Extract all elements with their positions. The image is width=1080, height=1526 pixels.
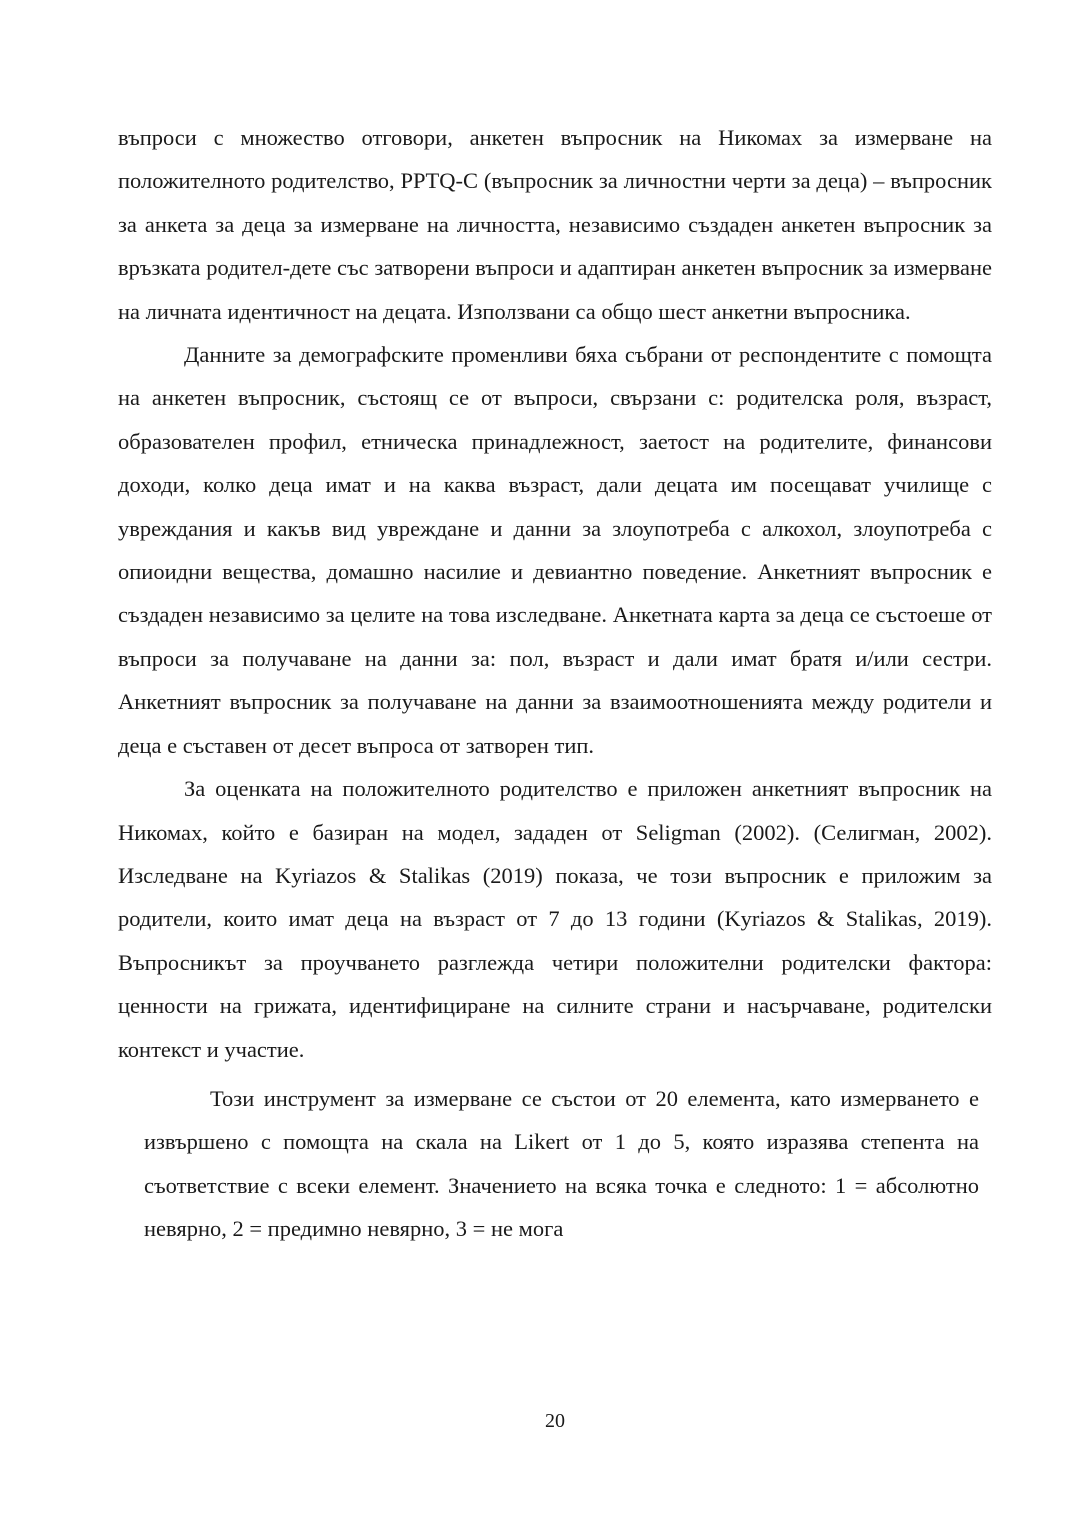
paragraph-positive-parenting: За оценката на положителното родителство е приложен анкетният въпросник на Никомах, който е базиран на модел, зададен от Seligman (2002). (Селигман, 2002). Изследване на Kyriazos & Stalikas (2019) показа, че този въпросник е приложим за родители, които имат деца на възраст от 7 до 13 години (Kyriazos & Stalikas, 2019). Въпросникът за проучването разглежда четири положителни родителски фактора: ценности на грижата, идентифициране на силните страни и насърчаване, родителски контекст и участие. [118,776,992,1062]
body-text [118,116,992,1251]
paragraph-continuation: въпроси с множество отговори, анкетен въпросник на Никомах за измерване на положителното родителство, PPTQ-C (въпросник за личностни черти за деца) – въпросник за анкета за деца за измерване на личността, независимо създаден анкетен въпросник за връзката родител-дете със затворени въпроси и адаптиран анкетен въпросник за измерване на личната идентичност на децата. Използвани са общо шест анкетни въпросника. [118,125,992,324]
page-number: 20 [545,1410,565,1432]
paragraph-measurement-instrument: Този инструмент за измерване се състои от 20 елемента, като измерването е извършено с помощта на скала на Likert от 1 до 5, която изразява степента на съответствие с всеки елемент. Значението на всяка точка е следното: 1 = абсолютно невярно, 2 = предимно невярно, 3 = не мога [144,1085,979,1242]
paragraph-demographics: Данните за демографските променливи бяха събрани от респондентите с помощта на анкетен въпросник, състоящ се от въпроси, свързани с: родителска роля, възраст, образователен профил, етническа принадлежност, заетост на родителите, финансови доходи, колко деца имат и на каква възраст, дали децата им посещават училище с увреждания и какъв вид увреждане и данни за злоупотреба с алкохол, злоупотреба с опиоидни вещества, домашно насилие и девиантно поведение. Анкетният въпросник е създаден независимо за целите на това изследване. Анкетната карта за деца се състоеше от въпроси за получаване на данни за: пол, възраст и дали имат братя и/или сестри. Анкетният въпросник за получаване на данни за взаимоотношенията между родители и деца е съставен от десет въпроса от затворен тип. [118,342,992,758]
